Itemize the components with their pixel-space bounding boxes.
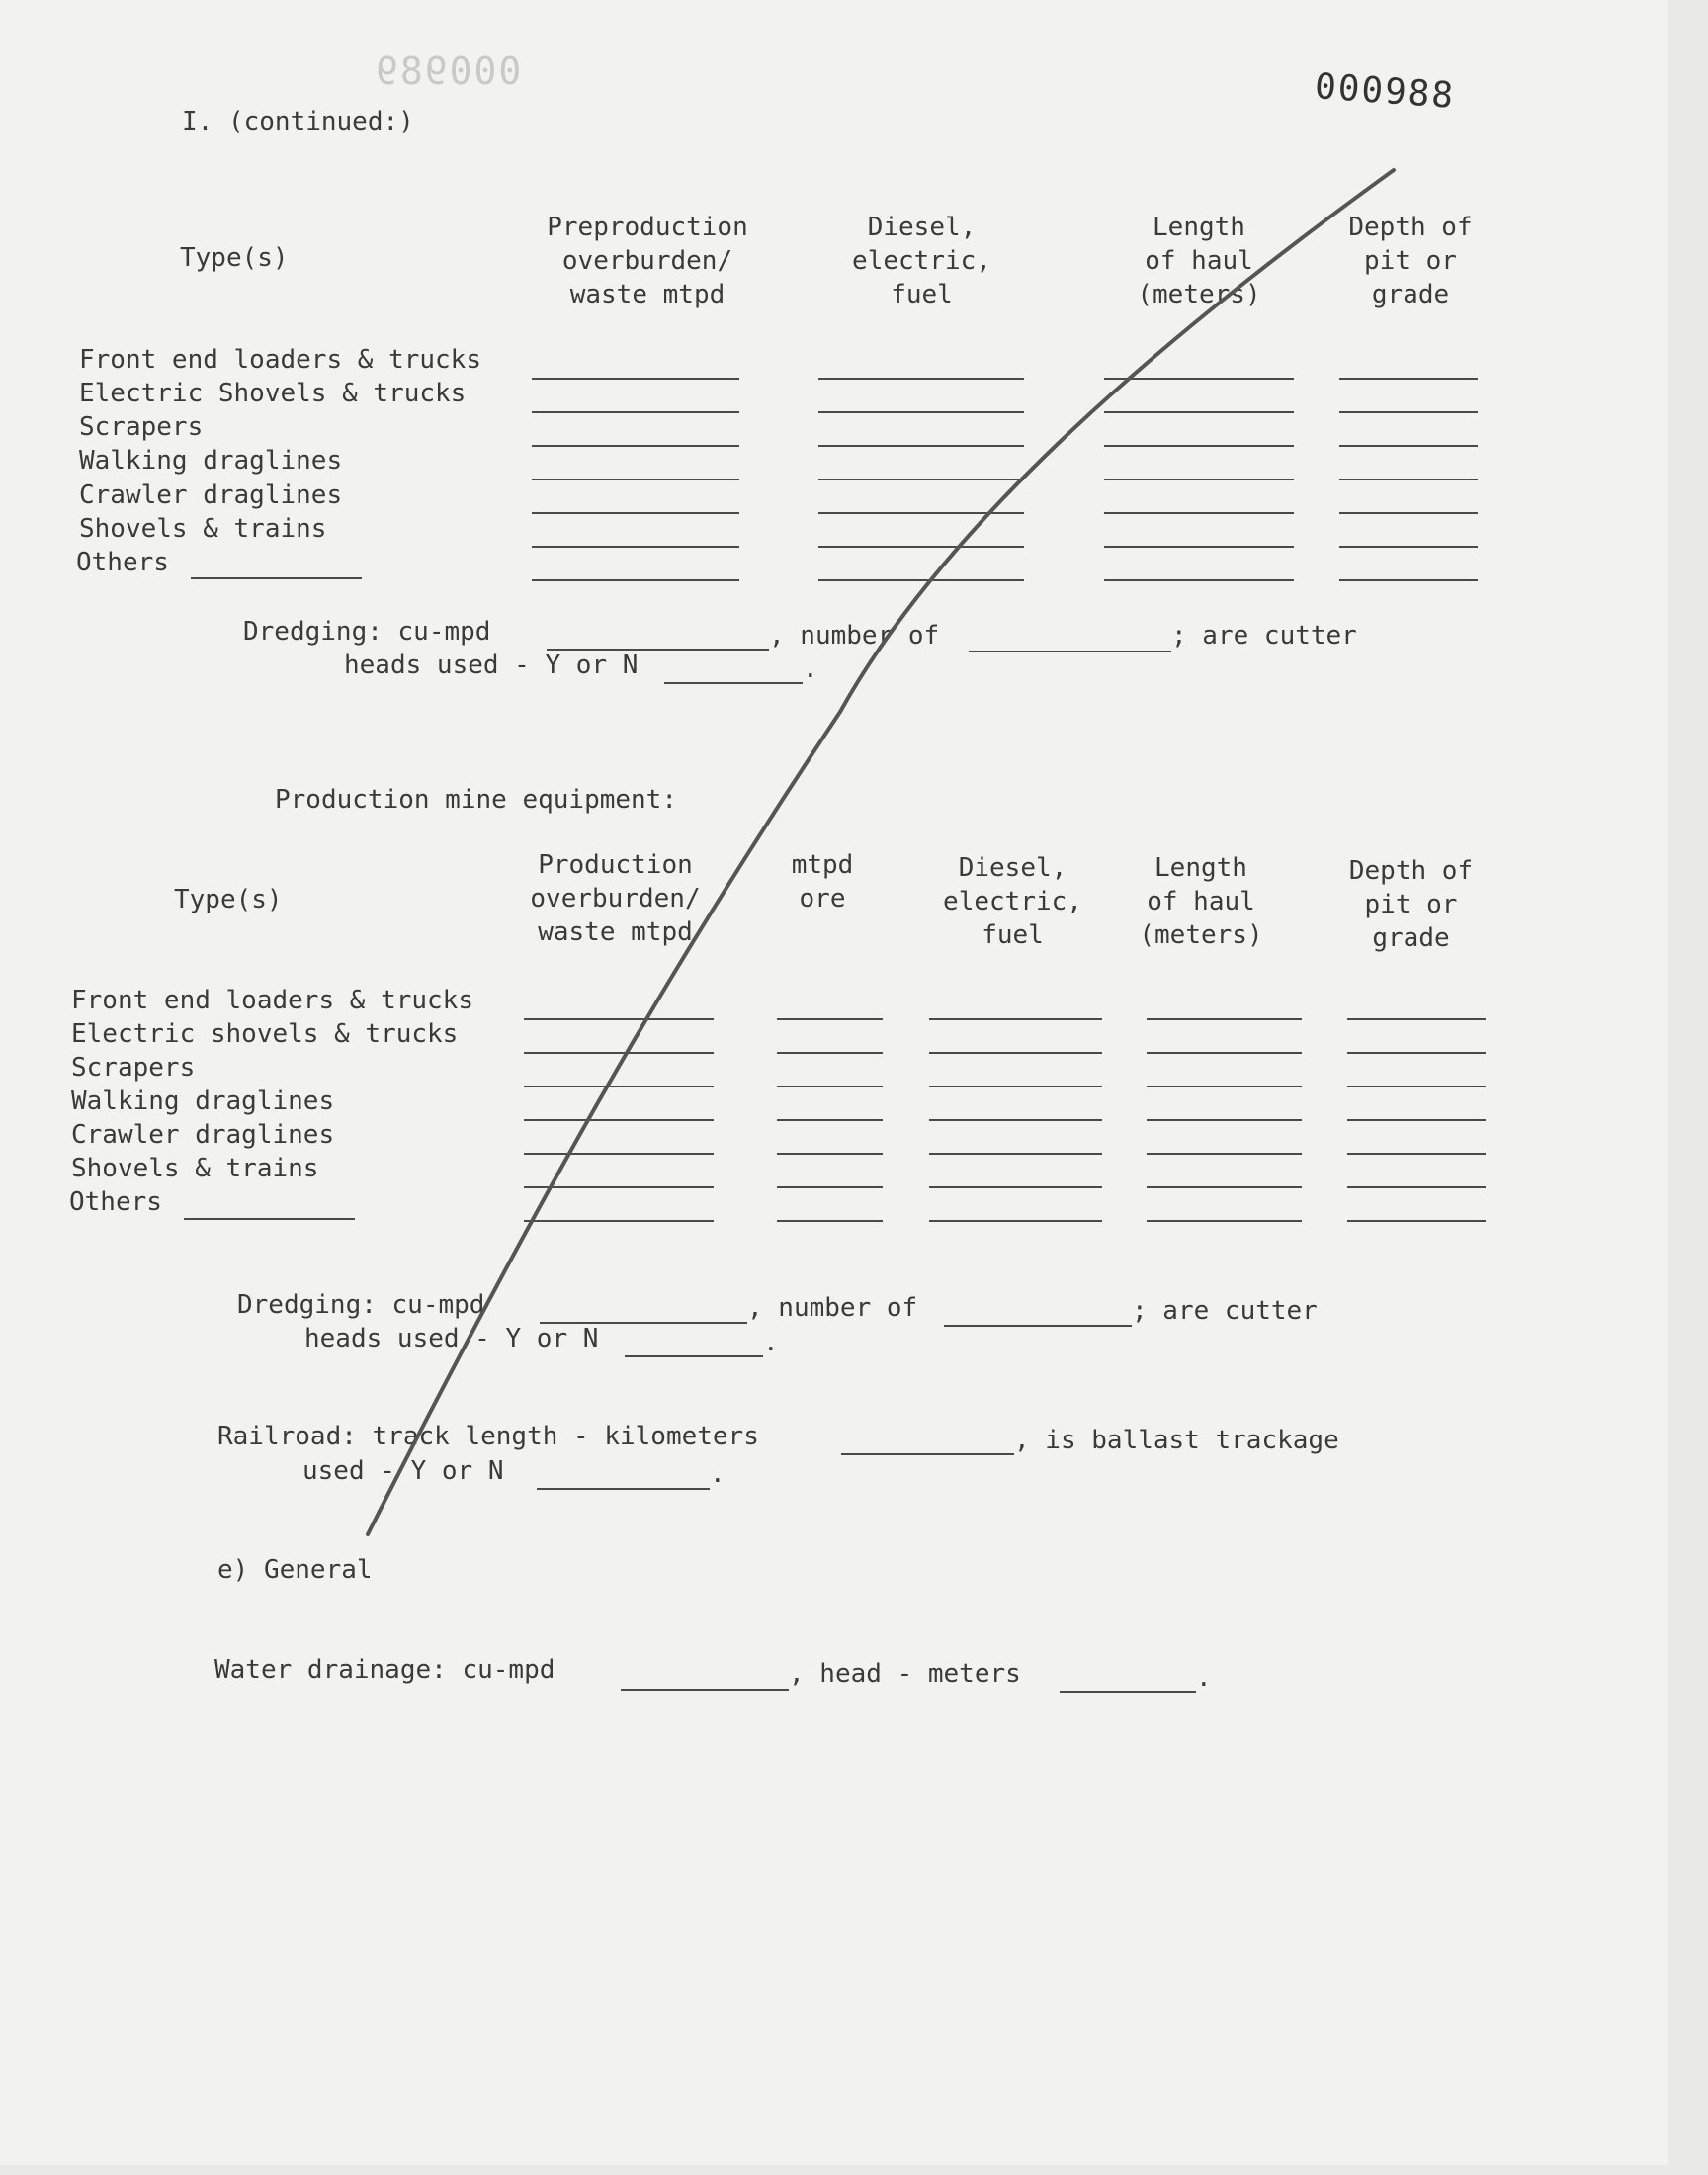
ballast-yn-label: used - Y or N: [302, 1456, 504, 1486]
column-header: mtpd ore: [791, 850, 854, 914]
production-heading: Production mine equipment:: [275, 785, 677, 815]
type-label: Type(s): [174, 885, 283, 914]
row-label: Crawler draglines: [71, 1120, 335, 1150]
row-label: Others: [76, 548, 169, 577]
general-heading: e) General: [217, 1555, 373, 1585]
dredging-cutter-label: ; are cutter: [1132, 1296, 1318, 1326]
period: .: [803, 654, 818, 684]
column-header: Depth of pit or grade: [1348, 856, 1474, 953]
column-header: Preproduction overburden/ waste mtpd: [547, 213, 748, 309]
dredging-number-label: , number of: [747, 1293, 918, 1323]
period: .: [763, 1328, 779, 1357]
water-drainage-label: Water drainage: cu-mpd: [214, 1655, 555, 1685]
column-header: Diesel, electric, fuel: [943, 853, 1082, 950]
dredging-heads-label: heads used - Y or N: [304, 1324, 599, 1353]
column-header: Length of haul (meters): [1137, 213, 1261, 309]
type-label: Type(s): [180, 243, 289, 273]
row-label: Front end loaders & trucks: [71, 986, 473, 1015]
head-meters-label: , head - meters: [789, 1659, 1021, 1689]
row-label: Front end loaders & trucks: [79, 345, 481, 375]
column-header: Production overburden/ waste mtpd: [530, 850, 701, 947]
row-label: Shovels & trains: [71, 1154, 319, 1183]
row-label: Others: [69, 1187, 162, 1217]
dredging-number-label: , number of: [769, 621, 940, 651]
dredging-heads-label: heads used - Y or N: [344, 651, 639, 680]
column-header: Diesel, electric, fuel: [852, 213, 991, 309]
column-header: Depth of pit or grade: [1348, 213, 1473, 309]
column-header: Length of haul (meters): [1139, 853, 1263, 950]
row-label: Shovels & trains: [79, 514, 327, 544]
row-label: Crawler draglines: [79, 480, 343, 510]
row-label: Walking draglines: [71, 1087, 335, 1116]
row-label: Scrapers: [71, 1053, 196, 1083]
row-label: Electric shovels & trucks: [71, 1019, 459, 1049]
dredging-label: Dredging: cu-mpd: [237, 1290, 485, 1320]
section-heading: I. (continued:): [182, 107, 414, 136]
dredging-label: Dredging: cu-mpd: [243, 617, 491, 647]
period: .: [1196, 1663, 1212, 1693]
dredging-cutter-label: ; are cutter: [1171, 621, 1357, 651]
ballast-label: , is ballast trackage: [1014, 1426, 1339, 1455]
railroad-label: Railroad: track length - kilometers: [217, 1422, 759, 1451]
ghost-page-number: 000989: [374, 49, 522, 93]
row-label: Scrapers: [79, 412, 204, 442]
row-label: Walking draglines: [79, 446, 343, 476]
row-label: Electric Shovels & trucks: [79, 379, 467, 408]
stamp-page-number: 000988: [1313, 66, 1457, 117]
period: .: [710, 1459, 726, 1489]
